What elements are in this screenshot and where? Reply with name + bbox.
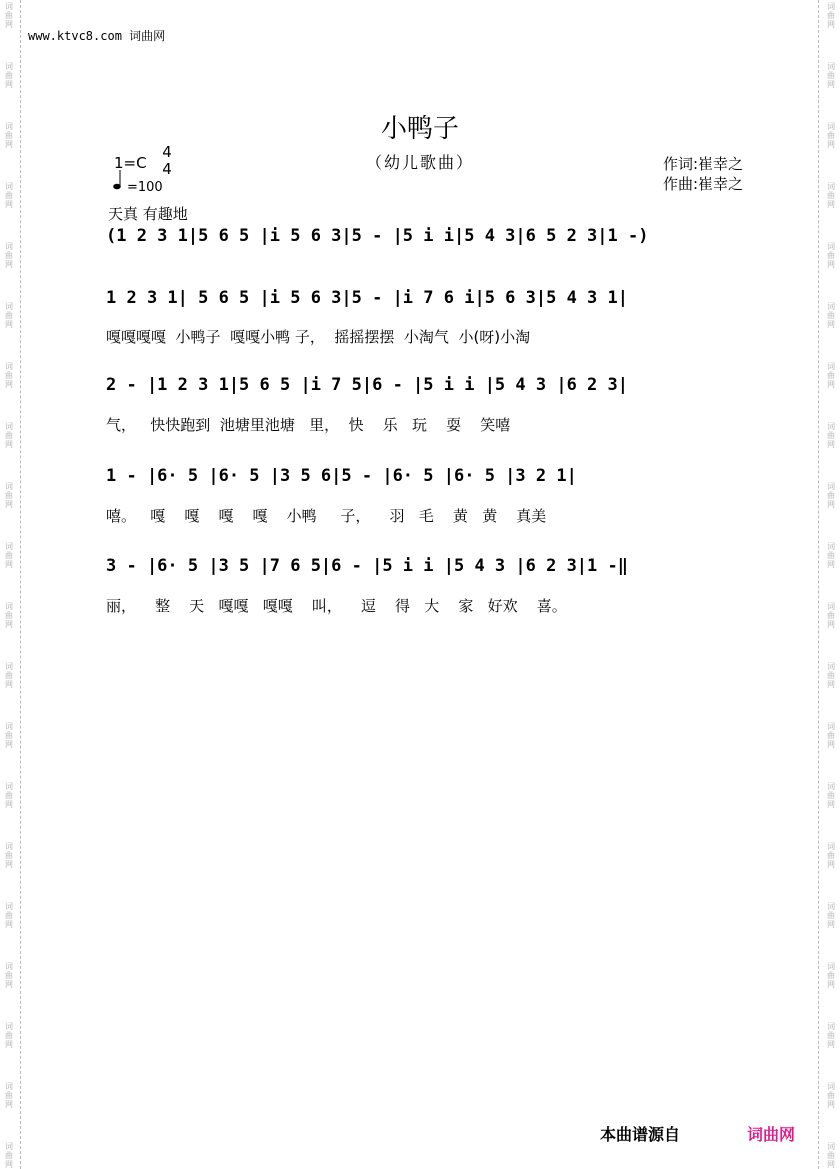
time-top: 4 (162, 143, 172, 161)
watermark-mark: 词 曲 网 (5, 722, 13, 749)
watermark-mark: 词 曲 网 (827, 1022, 835, 1049)
watermark-mark: 词 曲 网 (5, 422, 13, 449)
watermark-mark: 词 曲 网 (827, 722, 835, 749)
watermark-mark: 词 曲 网 (827, 1082, 835, 1109)
watermark-mark: 词 曲 网 (827, 1142, 835, 1169)
watermark-mark: 词 曲 网 (827, 902, 835, 929)
score-notes-row: 3 - |6· 5 |3 5 |7 6 5|6 - |5 i i |5 4 3 |6 2 3|1 -‖ (106, 556, 628, 576)
watermark-mark: 词 曲 网 (5, 782, 13, 809)
watermark-mark: 词 曲 网 (5, 482, 13, 509)
score-notes-row: (1 2 3 1|5 6 5 |i 5 6 3|5 - |5 i i|5 4 3|6 5 2 3|1 -) (106, 226, 649, 246)
watermark-mark: 词 曲 网 (827, 362, 835, 389)
watermark-mark: 词 曲 网 (5, 242, 13, 269)
key-signature: 1=C (114, 154, 147, 172)
quarter-note-icon (113, 170, 121, 190)
watermark-mark: 词 曲 网 (5, 902, 13, 929)
watermark-mark: 词 曲 网 (5, 542, 13, 569)
score-notes-row: 1 2 3 1| 5 6 5 |i 5 6 3|5 - |i 7 6 i|5 6 3|5 4 3 1| (106, 288, 628, 308)
song-title: 小鸭子 (380, 114, 459, 144)
watermark-mark: 词 曲 网 (827, 482, 835, 509)
watermark-mark: 词 曲 网 (827, 302, 835, 329)
watermark-mark: 词 曲 网 (827, 182, 835, 209)
watermark-mark: 词 曲 网 (5, 1142, 13, 1169)
score-lyrics-row: 丽， 整 天 嘎嘎 嘎嘎 叫， 逗 得 大 家 好欢 喜。 (106, 597, 567, 615)
watermark-mark: 词 曲 网 (827, 962, 835, 989)
score-lyrics-row: 气， 快快跑到 池塘里池塘 里， 快 乐 玩 耍 笑嘻 (106, 416, 511, 434)
right-cut-line (818, 0, 819, 1169)
credits (663, 154, 743, 194)
watermark-mark: 词 曲 网 (827, 122, 835, 149)
watermark-mark: 词 曲 网 (827, 62, 835, 89)
time-signature (160, 144, 174, 178)
tempo-mark: =100 (127, 180, 163, 195)
watermark-mark: 词 曲 网 (5, 302, 13, 329)
watermark-mark: 词 曲 网 (5, 362, 13, 389)
watermark-mark: 词 曲 网 (5, 662, 13, 689)
watermark-mark: 词 曲 网 (5, 962, 13, 989)
watermark-mark: 词 曲 网 (5, 1082, 13, 1109)
time-bottom: 4 (162, 160, 172, 178)
watermark-mark: 词 曲 网 (827, 242, 835, 269)
left-watermark-strip (0, 0, 18, 1169)
lyricist: 作词:崔幸之 (663, 155, 744, 173)
watermark-mark: 词 曲 网 (5, 182, 13, 209)
score-lyrics-row: 嘎嘎嘎嘎 小鸭子 嘎嘎小鸭 子， 摇摇摆摆 小淘气 小(呀)小淘 (106, 328, 531, 346)
score-notes-row: 1 - |6· 5 |6· 5 |3 5 6|5 - |6· 5 |6· 5 |3 2 1| (106, 466, 577, 486)
score-lyrics-row: 嘻。 嘎 嘎 嘎 嘎 小鸭 子， 羽 毛 黄 黄 真美 (106, 507, 547, 525)
expression-mark: 天真 有趣地 (108, 205, 188, 223)
song-subtitle: （幼儿歌曲） (365, 153, 474, 172)
footer-brand-link[interactable]: 词曲网 (747, 1125, 796, 1144)
watermark-mark: 词 曲 网 (827, 662, 835, 689)
watermark-mark: 词 曲 网 (827, 542, 835, 569)
watermark-mark: 词 曲 网 (827, 782, 835, 809)
watermark-mark: 词 曲 网 (827, 602, 835, 629)
right-watermark-strip (822, 0, 840, 1169)
watermark-mark: 词 曲 网 (5, 602, 13, 629)
score-notes-row: 2 - |1 2 3 1|5 6 5 |i 7 5|6 - |5 i i |5 4 3 |6 2 3| (106, 375, 628, 395)
watermark-mark: 词 曲 网 (5, 1022, 13, 1049)
watermark-mark: 词 曲 网 (827, 422, 835, 449)
composer: 作曲:崔幸之 (663, 175, 744, 193)
watermark-mark: 词 曲 网 (5, 122, 13, 149)
watermark-mark: 词 曲 网 (827, 842, 835, 869)
watermark-mark: 词 曲 网 (5, 842, 13, 869)
watermark-mark: 词 曲 网 (827, 2, 835, 29)
watermark-mark: 词 曲 网 (5, 2, 13, 29)
footer-source-label: 本曲谱源自 (600, 1125, 681, 1144)
site-url: www.ktvc8.com 词曲网 (28, 29, 166, 43)
watermark-mark: 词 曲 网 (5, 62, 13, 89)
left-cut-line (20, 0, 21, 1169)
